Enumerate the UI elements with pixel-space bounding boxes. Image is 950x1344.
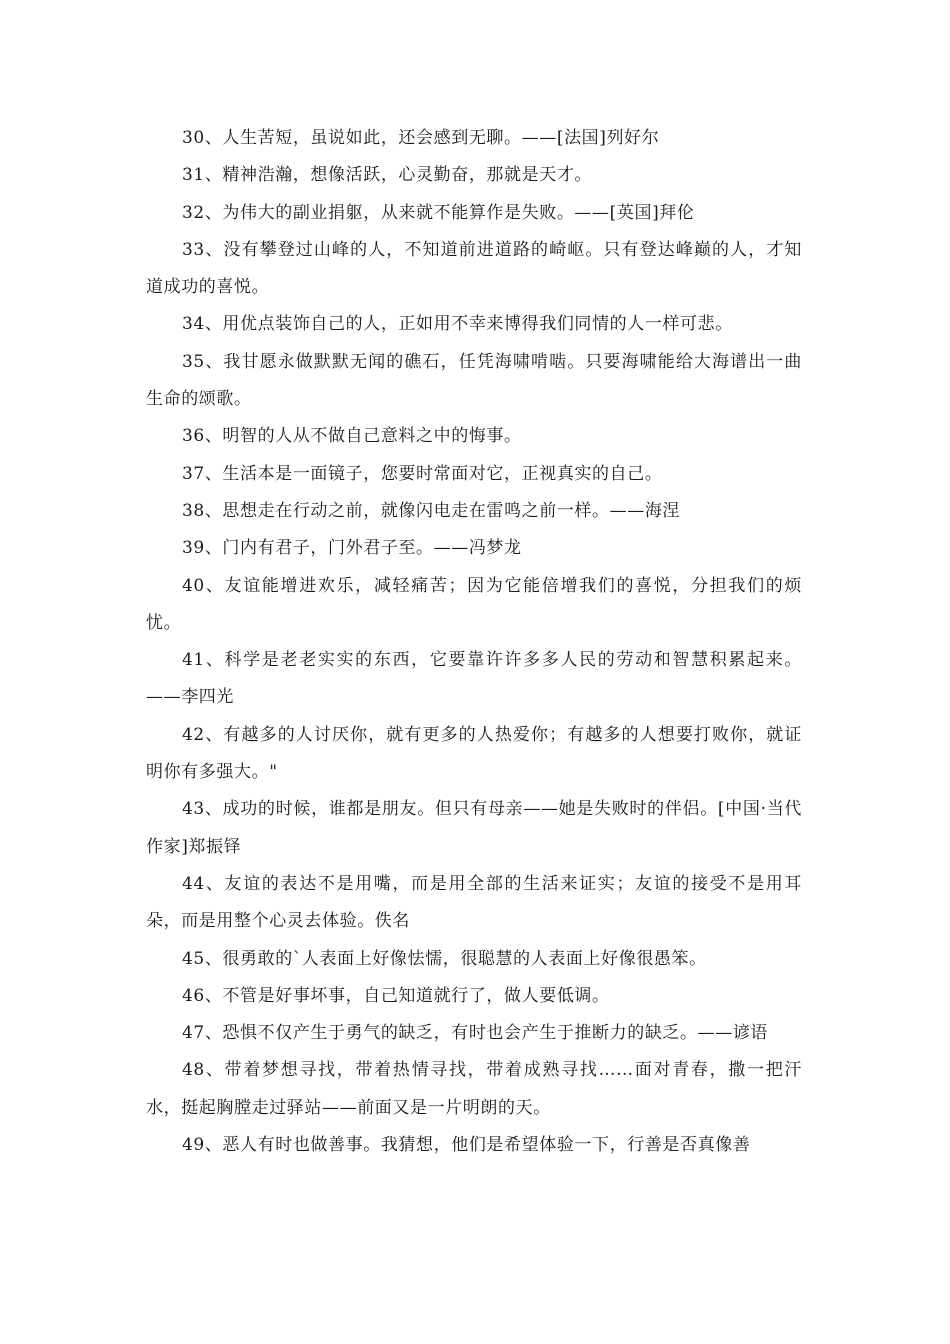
- quote-paragraph: 42、有越多的人讨厌你，就有更多的人热爱你；有越多的人想要打败你，就证明你有多强大。": [146, 724, 802, 783]
- quote-list: [146, 120, 802, 1164]
- quote-paragraph: 40、友谊能增进欢乐，减轻痛苦；因为它能倍增我们的喜悦，分担我们的烦忧。: [146, 575, 802, 633]
- quote-paragraph: 41、科学是老老实实的东西，它要靠许许多多人民的劳动和智慧积累起来。——李四光: [146, 650, 802, 708]
- quote-paragraph: 30、人生苦短，虽说如此，还会感到无聊。——[法国]列好尔: [182, 128, 660, 148]
- quote-paragraph: 31、精神浩瀚，想像活跃，心灵勤奋，那就是天才。: [182, 165, 593, 186]
- quote-paragraph: 43、成功的时候，谁都是朋友。但只有母亲——她是失败时的伴侣。[中国·当代作家]郑振铎: [146, 799, 802, 857]
- quote-paragraph: 32、为伟大的副业捐躯，从来就不能算作是失败。——[英国]拜伦: [182, 202, 695, 223]
- quote-paragraph: 37、生活本是一面镜子，您要时常面对它，正视真实的自己。: [182, 463, 663, 484]
- quote-paragraph: 34、用优点装饰自己的人，正如用不幸来博得我们同情的人一样可悲。: [182, 314, 733, 335]
- quote-paragraph: 45、很勇敢的`人表面上好像怯懦，很聪慧的人表面上好像很愚笨。: [182, 948, 707, 969]
- quote-paragraph: 46、不管是好事坏事，自己知道就行了，做人要低调。: [182, 985, 610, 1006]
- quote-paragraph: 35、我甘愿永做默默无闻的礁石，任凭海啸啃啮。只要海啸能给大海谱出一曲生命的颂歌。: [146, 351, 802, 410]
- quote-paragraph: 44、友谊的表达不是用嘴，而是用全部的生活来证实；友谊的接受不是用耳朵，而是用整个心灵去体验。佚名: [146, 873, 802, 932]
- quote-paragraph: 47、恐惧不仅产生于勇气的缺乏，有时也会产生于推断力的缺乏。——谚语: [182, 1023, 769, 1044]
- quote-paragraph: 33、没有攀登过山峰的人，不知道前进道路的崎岖。只有登达峰巅的人，才知道成功的喜悦。: [146, 239, 802, 298]
- quote-paragraph: 48、带着梦想寻找，带着热情寻找，带着成熟寻找……面对青春，撒一把汗水，挺起胸膛走过驿站——前面又是一片明朗的天。: [146, 1060, 802, 1118]
- quote-paragraph: 38、思想走在行动之前，就像闪电走在雷鸣之前一样。——海涅: [182, 500, 681, 521]
- quote-paragraph: 49、恶人有时也做善事。我猜想，他们是希望体验一下，行善是否真像善: [182, 1135, 751, 1156]
- quote-paragraph: 39、门内有君子，门外君子至。——冯梦龙: [182, 538, 522, 559]
- quote-paragraph: 36、明智的人从不做自己意料之中的悔事。: [182, 426, 522, 447]
